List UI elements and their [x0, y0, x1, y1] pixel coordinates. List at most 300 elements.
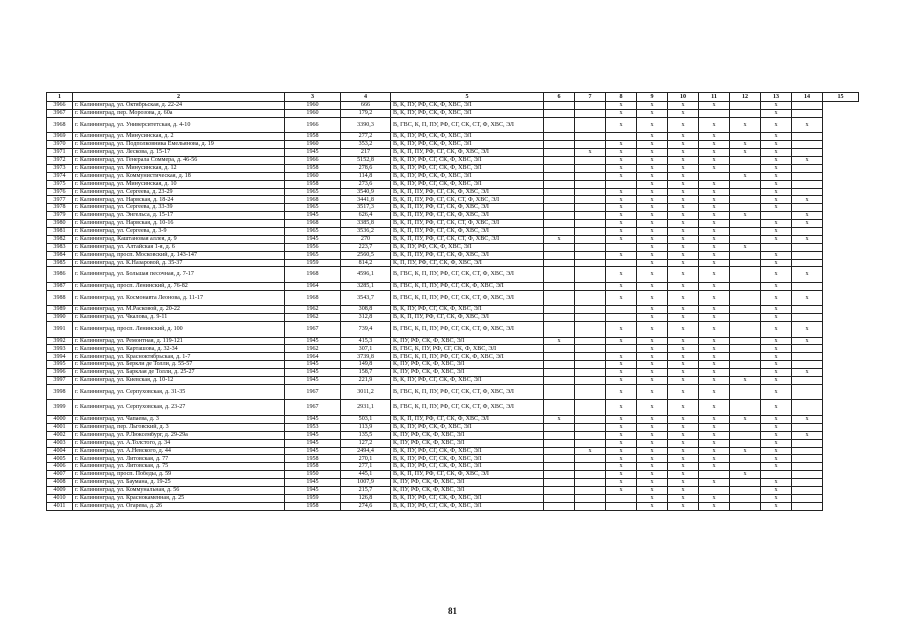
mark-cell	[730, 494, 761, 502]
mark-cell	[792, 149, 823, 157]
mark-cell	[575, 479, 606, 487]
mark-cell: x	[544, 415, 575, 423]
address-cell: г. Калининград, ул. Энгельса, д. 15-17	[73, 212, 285, 220]
year-cell: 1950	[285, 471, 341, 479]
mark-cell: x	[668, 486, 699, 494]
mark-cell: x	[699, 117, 730, 133]
mark-cell: x	[668, 149, 699, 157]
table-row	[47, 117, 859, 133]
mark-cell	[792, 188, 823, 196]
mark-cell: x	[699, 251, 730, 259]
mark-cell: x	[668, 102, 699, 110]
area-cell: 223,7	[341, 243, 391, 251]
mark-cell: x	[699, 345, 730, 353]
mark-cell	[575, 109, 606, 117]
mark-cell: x	[575, 149, 606, 157]
mark-cell: x	[699, 259, 730, 267]
utilities-cell: В, К, ПУ, РФ, СГ, СК, Ф, ХВС, ЭЛ	[391, 164, 544, 172]
mark-cell	[575, 384, 606, 400]
mark-cell: x	[699, 384, 730, 400]
year-cell: 1958	[285, 463, 341, 471]
mark-cell	[730, 259, 761, 267]
mark-cell	[544, 188, 575, 196]
mark-cell	[575, 400, 606, 416]
utilities-cell: В, ГВС, К, П, ПУ, РФ, СГ, СК, СТ, Ф, ХВС, ЭЛ	[391, 400, 544, 416]
row-number-cell: 3984	[47, 251, 73, 259]
mark-cell: x	[637, 212, 668, 220]
mark-cell: x	[699, 353, 730, 361]
mark-cell: x	[606, 212, 637, 220]
column-number-cell: 7	[575, 93, 606, 102]
table-row	[47, 494, 859, 502]
mark-cell: x	[637, 439, 668, 447]
address-cell: г. Калининград, ул. Лескова, д. 15-17	[73, 149, 285, 157]
mark-cell	[544, 502, 575, 510]
mark-cell	[544, 282, 575, 290]
mark-cell: x	[668, 439, 699, 447]
mark-cell	[699, 172, 730, 180]
mark-cell	[544, 251, 575, 259]
mark-cell	[575, 322, 606, 338]
mark-cell: x	[730, 141, 761, 149]
mark-cell: x	[606, 377, 637, 385]
mark-cell: x	[637, 235, 668, 243]
table-row	[47, 290, 859, 306]
utilities-cell: В, К, ПУ, РФ, СГ, СК, Ф, ХВС, ЭЛ	[391, 156, 544, 164]
mark-cell	[575, 117, 606, 133]
year-cell: 1945	[285, 212, 341, 220]
column-number-cell: 11	[699, 93, 730, 102]
address-cell: г. Калининград, ул. Нарвская, д. 10-16	[73, 220, 285, 228]
mark-cell: x	[730, 415, 761, 423]
mark-cell: x	[637, 463, 668, 471]
mark-cell: x	[699, 220, 730, 228]
mark-cell	[575, 180, 606, 188]
address-cell: г. Калининград, просп. Ленинский, д. 100	[73, 322, 285, 338]
mark-cell: x	[606, 149, 637, 157]
mark-cell	[730, 423, 761, 431]
mark-cell: x	[668, 494, 699, 502]
mark-cell	[730, 290, 761, 306]
mark-cell: x	[761, 439, 792, 447]
row-number-cell: 3971	[47, 149, 73, 157]
table-row	[47, 172, 859, 180]
mark-cell	[544, 384, 575, 400]
mark-cell	[730, 306, 761, 314]
mark-cell	[575, 423, 606, 431]
mark-cell	[730, 361, 761, 369]
mark-cell: x	[637, 345, 668, 353]
mark-cell	[792, 204, 823, 212]
mark-cell: x	[668, 423, 699, 431]
mark-cell: x	[606, 196, 637, 204]
year-cell: 1945	[285, 431, 341, 439]
mark-cell: x	[637, 133, 668, 141]
utilities-cell: В, К, ПУ, РФ, СК, Ф, ХВС, ЭЛ	[391, 133, 544, 141]
table-row	[47, 212, 859, 220]
table-row	[47, 345, 859, 353]
address-cell: г. Калининград, ул. Киевская, д. 10-12	[73, 377, 285, 385]
utilities-cell: В, К, П, ПУ, РФ, СГ, СК, Ф, ХВС, ЭЛ	[391, 314, 544, 322]
utilities-cell: В, К, ПУ, РФ, СК, Ф, ХВС, ЭЛ	[391, 172, 544, 180]
year-cell: 1958	[285, 502, 341, 510]
mark-cell: x	[792, 235, 823, 243]
year-cell: 1964	[285, 353, 341, 361]
mark-cell	[792, 109, 823, 117]
mark-cell: x	[637, 259, 668, 267]
mark-cell: x	[606, 156, 637, 164]
utilities-cell: В, ГВС, К, П, ПУ, РФ, СГ, СК, СТ, Ф, ХВС, ЭЛ	[391, 117, 544, 133]
area-cell: 217	[341, 149, 391, 157]
mark-cell: x	[637, 423, 668, 431]
mark-cell	[730, 251, 761, 259]
mark-cell	[792, 102, 823, 110]
utilities-cell: В, К, ПУ, РФ, СГ, СК, Ф, ХВС, ЭЛ	[391, 463, 544, 471]
row-number-cell: 3979	[47, 212, 73, 220]
mark-cell: x	[606, 267, 637, 283]
mark-cell: x	[637, 164, 668, 172]
mark-cell: x	[730, 471, 761, 479]
row-number-cell: 3967	[47, 109, 73, 117]
row-number-cell: 4010	[47, 494, 73, 502]
address-cell: г. Калининград, ул. Беркли де Толли, д. 55-57	[73, 361, 285, 369]
row-number-cell: 3975	[47, 180, 73, 188]
row-number-cell: 3992	[47, 337, 73, 345]
mark-cell	[730, 180, 761, 188]
table-row	[47, 259, 859, 267]
housing-register-table	[46, 92, 859, 511]
mark-cell	[730, 322, 761, 338]
mark-cell: x	[637, 447, 668, 455]
mark-cell: x	[606, 423, 637, 431]
mark-cell	[730, 369, 761, 377]
mark-cell	[544, 455, 575, 463]
mark-cell	[792, 471, 823, 479]
mark-cell: x	[668, 212, 699, 220]
table-row	[47, 180, 859, 188]
mark-cell	[606, 306, 637, 314]
row-number-cell: 3991	[47, 322, 73, 338]
mark-cell: x	[699, 133, 730, 141]
row-number-cell: 3966	[47, 102, 73, 110]
mark-cell	[544, 322, 575, 338]
utilities-cell: В, К, ПУ, РФ, СГ, СК, Ф, ХВС, ЭЛ	[391, 455, 544, 463]
mark-cell: x	[668, 133, 699, 141]
row-number-cell: 3997	[47, 377, 73, 385]
row-number-cell: 3999	[47, 400, 73, 416]
area-cell: 312,8	[341, 314, 391, 322]
mark-cell: x	[699, 377, 730, 385]
mark-cell	[544, 109, 575, 117]
mark-cell: x	[637, 149, 668, 157]
area-cell: 270,1	[341, 455, 391, 463]
year-cell: 1958	[285, 180, 341, 188]
mark-cell: x	[637, 109, 668, 117]
mark-cell: x	[606, 369, 637, 377]
mark-cell: x	[637, 314, 668, 322]
mark-cell: x	[668, 463, 699, 471]
page-number: 81	[448, 606, 457, 616]
utilities-cell: К, ПУ, РФ, СК, Ф, ХВС, ЭЛ	[391, 479, 544, 487]
mark-cell: x	[761, 133, 792, 141]
address-cell: г. Калининград, пер. Льговский, д. 3	[73, 423, 285, 431]
mark-cell: x	[761, 227, 792, 235]
utilities-cell: В, К, ПУ, РФ, СГ, СК, Ф, ХВС, ЭЛ	[391, 377, 544, 385]
mark-cell	[575, 486, 606, 494]
row-number-cell: 3972	[47, 156, 73, 164]
mark-cell: x	[699, 235, 730, 243]
mark-cell: x	[699, 337, 730, 345]
mark-cell: x	[668, 180, 699, 188]
area-cell: 277,2	[341, 133, 391, 141]
mark-cell: x	[668, 282, 699, 290]
table-row	[47, 369, 859, 377]
mark-cell: x	[637, 486, 668, 494]
mark-cell: x	[606, 479, 637, 487]
address-cell: г. Калининград, ул. Сергеева, д. 3-9	[73, 227, 285, 235]
mark-cell: x	[761, 314, 792, 322]
row-number-cell: 3989	[47, 306, 73, 314]
mark-cell: x	[668, 259, 699, 267]
mark-cell: x	[668, 109, 699, 117]
mark-cell: x	[606, 227, 637, 235]
utilities-cell: В, К, П, ПУ, РФ, СГ, СК, Ф, ХВС, ЭЛ	[391, 471, 544, 479]
address-cell: г. Калининград, ул. А.Невского, д. 44	[73, 447, 285, 455]
table-row	[47, 455, 859, 463]
address-cell: г. Калининград, просп. Ленинский, д. 76-82	[73, 282, 285, 290]
area-cell: 135,5	[341, 431, 391, 439]
area-cell: 215,7	[341, 486, 391, 494]
area-cell: 270	[341, 235, 391, 243]
mark-cell	[575, 102, 606, 110]
area-cell: 158,7	[341, 369, 391, 377]
area-cell: 113,9	[341, 423, 391, 431]
mark-cell	[761, 243, 792, 251]
row-number-cell: 3985	[47, 259, 73, 267]
mark-cell	[730, 455, 761, 463]
mark-cell: x	[761, 447, 792, 455]
mark-cell	[730, 502, 761, 510]
mark-cell: x	[637, 156, 668, 164]
table-row	[47, 227, 859, 235]
table-row	[47, 479, 859, 487]
mark-cell: x	[668, 322, 699, 338]
year-cell: 1945	[285, 447, 341, 455]
mark-cell: x	[699, 204, 730, 212]
area-cell: 5152,8	[341, 156, 391, 164]
mark-cell	[544, 471, 575, 479]
mark-cell: x	[761, 431, 792, 439]
mark-cell: x	[730, 149, 761, 157]
mark-cell	[575, 251, 606, 259]
column-number-cell: 4	[341, 93, 391, 102]
mark-cell	[575, 494, 606, 502]
mark-cell: x	[637, 369, 668, 377]
address-cell: г. Калининград, ул. Минусинская, д. 12	[73, 164, 285, 172]
mark-cell: x	[699, 369, 730, 377]
table-row	[47, 431, 859, 439]
row-number-cell: 3998	[47, 384, 73, 400]
mark-cell	[606, 494, 637, 502]
year-cell: 1966	[285, 156, 341, 164]
mark-cell: x	[606, 251, 637, 259]
year-cell: 1960	[285, 109, 341, 117]
mark-cell: x	[792, 431, 823, 439]
utilities-cell: К, ПУ, РФ, СК, Ф, ХВС, ЭЛ	[391, 361, 544, 369]
year-cell: 1945	[285, 479, 341, 487]
year-cell: 1968	[285, 267, 341, 283]
utilities-cell: В, К, ПУ, РФ, СГ, СК, Ф, ХВС, ЭЛ	[391, 306, 544, 314]
mark-cell: x	[730, 447, 761, 455]
mark-cell: x	[637, 415, 668, 423]
mark-cell: x	[761, 290, 792, 306]
mark-cell: x	[668, 172, 699, 180]
mark-cell	[575, 353, 606, 361]
mark-cell: x	[606, 109, 637, 117]
mark-cell	[792, 463, 823, 471]
mark-cell: x	[606, 400, 637, 416]
mark-cell: x	[699, 361, 730, 369]
table-row	[47, 141, 859, 149]
row-number-cell: 3982	[47, 235, 73, 243]
mark-cell: x	[606, 141, 637, 149]
mark-cell: x	[792, 196, 823, 204]
mark-cell: x	[792, 415, 823, 423]
mark-cell: x	[637, 172, 668, 180]
mark-cell: x	[730, 212, 761, 220]
table-row	[47, 471, 859, 479]
mark-cell	[792, 259, 823, 267]
mark-cell	[575, 220, 606, 228]
mark-cell	[792, 455, 823, 463]
mark-cell: x	[606, 431, 637, 439]
utilities-cell: В, К, П, ПУ, РФ, СГ, СК, Ф, ХВС, ЭЛ	[391, 188, 544, 196]
mark-cell: x	[761, 282, 792, 290]
year-cell: 1968	[285, 196, 341, 204]
utilities-cell: К, ПУ, РФ, СК, Ф, ХВС, ЭЛ	[391, 431, 544, 439]
column-number-cell: 15	[823, 93, 859, 102]
mark-cell: x	[668, 479, 699, 487]
mark-cell: x	[606, 164, 637, 172]
table-row	[47, 502, 859, 510]
mark-cell	[606, 259, 637, 267]
utilities-cell: В, К, ПУ, РФ, СГ, СК, Ф, ХВС, ЭЛ	[391, 494, 544, 502]
mark-cell: x	[792, 290, 823, 306]
area-cell: 739,4	[341, 322, 391, 338]
area-cell: 3011,2	[341, 384, 391, 400]
mark-cell: x	[668, 353, 699, 361]
mark-cell	[544, 149, 575, 157]
mark-cell: x	[637, 494, 668, 502]
mark-cell: x	[606, 455, 637, 463]
address-cell: г. Калининград, ул. Алтайская 1-я, д. 6	[73, 243, 285, 251]
mark-cell	[730, 479, 761, 487]
mark-cell	[575, 463, 606, 471]
mark-cell	[792, 227, 823, 235]
mark-cell: x	[761, 251, 792, 259]
mark-cell: x	[668, 117, 699, 133]
mark-cell: x	[699, 180, 730, 188]
mark-cell: x	[699, 494, 730, 502]
mark-cell: x	[761, 345, 792, 353]
mark-cell: x	[637, 431, 668, 439]
mark-cell	[730, 353, 761, 361]
row-number-cell: 3973	[47, 164, 73, 172]
mark-cell	[792, 400, 823, 416]
utilities-cell: К, П, ПУ, РФ, СГ, СК, Ф, ХВС, ЭЛ	[391, 259, 544, 267]
area-cell: 307,1	[341, 345, 391, 353]
mark-cell	[575, 282, 606, 290]
area-cell: 666	[341, 102, 391, 110]
address-cell: г. Калининград, ул. Серпуховская, д. 31-35	[73, 384, 285, 400]
mark-cell: x	[606, 102, 637, 110]
mark-cell: x	[668, 220, 699, 228]
mark-cell: x	[792, 369, 823, 377]
table-row	[47, 306, 859, 314]
address-cell: г. Калининград, ул. Сергеева, д. 33-39	[73, 204, 285, 212]
mark-cell: x	[761, 353, 792, 361]
mark-cell: x	[699, 423, 730, 431]
row-number-cell: 4003	[47, 439, 73, 447]
year-cell: 1958	[285, 455, 341, 463]
mark-cell	[575, 415, 606, 423]
mark-cell	[575, 156, 606, 164]
address-cell: г. Калининград, ул. Октябрьская, д. 22-24	[73, 102, 285, 110]
address-cell: г. Калининград, ул. Литовская, д. 77	[73, 455, 285, 463]
row-number-cell: 3993	[47, 345, 73, 353]
mark-cell: x	[606, 235, 637, 243]
mark-cell	[792, 486, 823, 494]
mark-cell: x	[761, 494, 792, 502]
mark-cell: x	[606, 361, 637, 369]
mark-cell: x	[637, 361, 668, 369]
column-number-cell: 8	[606, 93, 637, 102]
year-cell: 1945	[285, 235, 341, 243]
mark-cell: x	[699, 322, 730, 338]
mark-cell: x	[761, 102, 792, 110]
mark-cell: x	[637, 220, 668, 228]
mark-cell: x	[637, 455, 668, 463]
mark-cell: x	[792, 337, 823, 345]
table-row	[47, 196, 859, 204]
year-cell: 1967	[285, 322, 341, 338]
mark-cell: x	[761, 180, 792, 188]
row-number-cell: 3974	[47, 172, 73, 180]
mark-cell: x	[637, 282, 668, 290]
mark-cell: x	[668, 306, 699, 314]
mark-cell	[730, 267, 761, 283]
year-cell: 1960	[285, 172, 341, 180]
mark-cell	[544, 494, 575, 502]
mark-cell: x	[637, 204, 668, 212]
address-cell: г. Калининград, ул. Большая песочная, д. 7-17	[73, 267, 285, 283]
address-cell: г. Калининград, ул. А.Толстого, д. 34	[73, 439, 285, 447]
area-cell: 415,3	[341, 337, 391, 345]
address-cell: г. Калининград, просп. Московский, д. 143-147	[73, 251, 285, 259]
mark-cell: x	[668, 164, 699, 172]
mark-cell: x	[668, 400, 699, 416]
utilities-cell: В, ГВС, К, П, ПУ, РФ, СГ, СК, СТ, Ф, ХВС, ЭЛ	[391, 290, 544, 306]
address-cell: г. Калининград, ул. Генерала Соммера, д. 46-56	[73, 156, 285, 164]
mark-cell: x	[637, 502, 668, 510]
mark-cell: x	[668, 447, 699, 455]
table-row	[47, 361, 859, 369]
table-row	[47, 377, 859, 385]
area-cell: 127,2	[341, 439, 391, 447]
mark-cell: x	[637, 196, 668, 204]
area-cell: 278,6	[341, 164, 391, 172]
mark-cell: x	[637, 251, 668, 259]
